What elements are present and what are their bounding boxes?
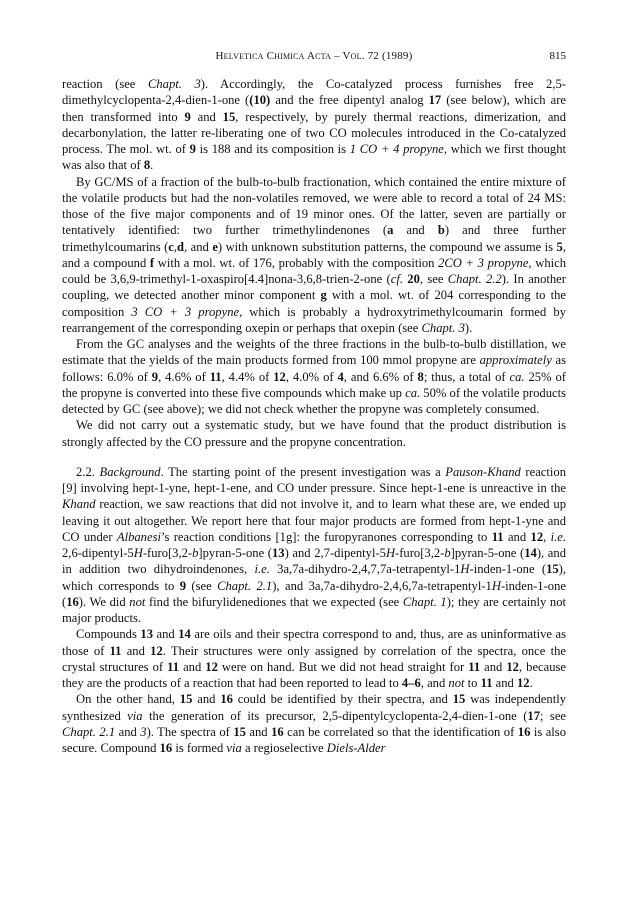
compound-ref: e bbox=[212, 239, 218, 254]
italic-run: 3 CO + 3 propyne bbox=[131, 304, 240, 319]
text-run: ]pyran-5-one ( bbox=[450, 546, 525, 560]
paragraph bbox=[62, 76, 566, 174]
compound-ref: 4–6 bbox=[401, 676, 421, 690]
text-run: ), and in addition two dihydroindenones, bbox=[62, 546, 566, 577]
compound-ref: 11 bbox=[209, 369, 222, 384]
compound-ref: 13 bbox=[272, 546, 285, 560]
italic-run: b bbox=[192, 546, 199, 560]
compound-ref: 9 bbox=[151, 369, 159, 384]
text-run: and bbox=[393, 223, 438, 238]
text-run: as follows: 6.0% of bbox=[62, 353, 566, 384]
text-run: ’s reaction conditions [1g]: the furopyranones corresponding to bbox=[160, 529, 492, 544]
text-run: From the GC analyses and the weights of the three fractions in the bulb-to-bulb distillation, we estimate that the yields of the main products formed from 100 mmol propyne are bbox=[62, 337, 566, 368]
text-run: , which we first thought was also that of bbox=[62, 142, 566, 173]
text-run: 2.2. bbox=[76, 464, 100, 479]
text-run: On the other hand, bbox=[76, 692, 180, 707]
italic-run: 1 CO + 4 propyne bbox=[349, 142, 444, 156]
text-run: reaction (see bbox=[62, 77, 148, 91]
running-header bbox=[62, 50, 566, 66]
compound-ref: 16 bbox=[271, 724, 284, 739]
italic-run: 2CO + 3 propyne bbox=[438, 255, 529, 270]
text-run: , which could be 3,6,9-trimethyl-1-oxaspiro[4.4]nona-3,6,8-trien-2-one ( bbox=[62, 255, 566, 286]
text-run: ), and 3a,7a-dihydro-2,4,6,7a-tetrapentyl-1 bbox=[272, 578, 492, 593]
italic-run: ca. bbox=[405, 385, 421, 400]
compound-ref: 16 bbox=[220, 692, 233, 707]
compound-ref: 15 bbox=[179, 692, 193, 707]
italic-run: b bbox=[444, 546, 451, 560]
text-run: could be identified by their spectra, and bbox=[232, 692, 453, 707]
text-run: , bbox=[543, 529, 551, 544]
paragraph bbox=[62, 174, 566, 337]
text-run: , respectively, by purely thermal reactions, dimerization, and decarbonylation, the latter re-liberating one of two CO molecules introduced in the Co-catalyzed process. The mol. wt. of bbox=[62, 109, 566, 156]
text-run: (see below), which are then transformed into bbox=[62, 93, 567, 124]
text-run: reaction [9] involving hept-1-yne, hept-1-ene, and CO under pressure. Since hept-1-ene is unreactive in the bbox=[62, 464, 566, 495]
text-run: can be correlated so that the identification of bbox=[283, 724, 518, 739]
text-run: 25% of the propyne is converted into these five compounds which make up bbox=[62, 369, 566, 400]
italic-run: via bbox=[127, 708, 143, 723]
text-run: the generation of its precursor, 2,5-dipentylcyclopenta-2,4-dien-1-one ( bbox=[142, 708, 528, 723]
compound-ref: 16 bbox=[66, 594, 79, 609]
compound-ref: 17 bbox=[428, 93, 442, 108]
text-run: ). In another coupling, we detected another minor component bbox=[62, 272, 566, 303]
compound-ref: 15 bbox=[546, 562, 559, 577]
italic-run: not bbox=[129, 594, 146, 609]
compound-ref: d bbox=[177, 239, 185, 254]
text-run: We did not carry out a systematic study, but we have found that the product distribution is strongly affected by the CO pressure and the propyne concentration. bbox=[62, 418, 566, 449]
compound-ref: 8 bbox=[417, 369, 424, 384]
compound-ref: 17 bbox=[527, 708, 540, 723]
text-run: 50% of the volatile products detected by GC (see above); we did not check whether the propyne was completely consumed. bbox=[62, 385, 567, 416]
text-run: . bbox=[529, 676, 533, 690]
text-run: , and bbox=[184, 239, 213, 254]
compound-ref: 9 bbox=[189, 142, 196, 156]
italic-run: Khand bbox=[62, 497, 96, 512]
italic-run: Chapt. 3 bbox=[147, 77, 201, 91]
text-run: -inden-1-one ( bbox=[62, 578, 566, 609]
compound-ref: b bbox=[437, 223, 445, 238]
text-run: Compounds bbox=[76, 627, 141, 642]
italic-run: approximately bbox=[479, 353, 552, 368]
italic-run: Chapt. 3 bbox=[421, 320, 465, 335]
text-run: , because they are the products of a reaction that had been reported to lead to bbox=[62, 659, 567, 690]
text-run: By GC/MS of a fraction of the bulb-to-bulb fractionation, which contained the entire mixture of the volatile products but had the non-volatiles removed, we were able to record a total of 24 MS: those of the five major components and of 19 minor ones. Of the latter, seven are partially or tentatively identified: two further trimethylindenones ( bbox=[62, 174, 566, 238]
article-body bbox=[62, 76, 566, 756]
paragraph bbox=[62, 336, 566, 417]
text-run: and bbox=[121, 643, 151, 658]
text-run: 2,6-dipentyl-5 bbox=[62, 546, 134, 560]
italic-run: H bbox=[385, 546, 396, 560]
italic-run: not bbox=[448, 676, 465, 690]
italic-run: i.e. bbox=[550, 529, 567, 544]
text-run: ); they are certainly not major products. bbox=[62, 594, 566, 625]
text-run: ). We did bbox=[78, 594, 130, 609]
text-run: ). The spectra of bbox=[146, 724, 234, 739]
text-run: , and 6.6% of bbox=[343, 369, 418, 384]
compound-ref: 5 bbox=[556, 239, 563, 254]
text-run: -furo[3,2- bbox=[395, 546, 445, 560]
compound-ref: 8 bbox=[143, 158, 151, 173]
text-run: ; see bbox=[539, 708, 566, 723]
compound-ref: 15 bbox=[233, 724, 246, 739]
compound-ref: f bbox=[149, 255, 155, 270]
italic-run: Diels-Alder bbox=[326, 741, 386, 755]
compound-ref: g bbox=[320, 288, 327, 303]
text-run: were on hand. But we did not head straight for bbox=[217, 659, 469, 674]
italic-run: Chapt. 2.2 bbox=[447, 272, 502, 286]
page-number: 815 bbox=[549, 50, 566, 62]
text-run: find the bifurylidenediones that we expected (see bbox=[145, 594, 403, 609]
italic-run: cf. bbox=[390, 272, 403, 286]
italic-run: Chapt. 1 bbox=[402, 594, 447, 609]
italic-run: ca. bbox=[509, 369, 525, 384]
text-run: ), which corresponds to bbox=[62, 562, 566, 593]
text-run: , bbox=[173, 239, 178, 254]
text-run: is formed bbox=[172, 741, 227, 755]
italic-run: Chapt. 2.1 bbox=[217, 578, 273, 593]
text-run: and bbox=[192, 692, 221, 707]
text-run: ) and 2,7-dipentyl-5 bbox=[284, 546, 386, 560]
text-run: with a mol. wt. of 176, probably with the composition bbox=[154, 255, 439, 270]
italic-run: Albanesi bbox=[116, 529, 161, 544]
compound-ref: 11 bbox=[480, 676, 493, 690]
text-run: -inden-1-one ( bbox=[469, 562, 547, 577]
italic-run: H bbox=[133, 546, 143, 560]
italic-run: via bbox=[226, 741, 242, 755]
paragraph bbox=[62, 417, 566, 450]
text-run: and bbox=[480, 659, 507, 674]
italic-run: 3 bbox=[140, 724, 147, 739]
text-run: ). Accordingly, the Co-catalyzed process furnishes free 2,5-dimethylcyclopenta-2,4-dien-1-one ( bbox=[62, 77, 566, 108]
text-run: ; thus, a total of bbox=[423, 369, 510, 384]
compound-ref: 16 bbox=[159, 741, 173, 755]
italic-run: Pauson-Khand bbox=[445, 464, 521, 479]
compound-ref: 12 bbox=[517, 676, 530, 690]
compound-ref: 11 bbox=[109, 643, 122, 658]
compound-ref: 16 bbox=[517, 724, 531, 739]
compound-ref: 11 bbox=[167, 659, 180, 674]
compound-ref: 9 bbox=[179, 578, 186, 593]
italic-run: Chapt. 2.1 bbox=[62, 724, 116, 739]
compound-ref: 12 bbox=[273, 369, 286, 384]
text-run: reaction, we saw reactions that did not involve it, and to learn what these are, we ended up leaving it out altogether. We report here that four major products are formed from hept-1-yne and CO under bbox=[62, 497, 566, 544]
compound-ref: 12 bbox=[506, 659, 519, 674]
text-run: was independently synthesized bbox=[62, 692, 566, 723]
text-run: and bbox=[179, 659, 206, 674]
text-run: and bbox=[190, 109, 223, 124]
italic-run: H bbox=[491, 578, 501, 593]
text-run: -furo[3,2- bbox=[142, 546, 193, 560]
text-run: . Their structures were only assigned by correlation of the spectra, once the crystal structures of bbox=[62, 643, 566, 674]
compound-ref: 9 bbox=[184, 109, 191, 124]
paragraph bbox=[62, 626, 566, 691]
text-run: , 4.0% of bbox=[285, 369, 338, 384]
compound-ref: 14 bbox=[524, 546, 537, 560]
compound-ref: 13 bbox=[140, 627, 153, 642]
italic-run: Background bbox=[99, 464, 161, 479]
compound-ref: 11 bbox=[468, 659, 481, 674]
text-run: and bbox=[503, 529, 531, 544]
journal-title: Helvetica Chimica Acta – Vol. 72 (1989) bbox=[215, 50, 413, 62]
compound-ref: 11 bbox=[491, 529, 504, 544]
text-run: ) with unknown substitution patterns, the compound we assume is bbox=[217, 239, 557, 254]
text-run: is also secure. Compound bbox=[62, 724, 566, 755]
text-run: and bbox=[492, 676, 517, 690]
text-run: , and a compound bbox=[62, 239, 566, 270]
compound-ref: 4 bbox=[337, 369, 344, 384]
text-run: and bbox=[153, 627, 179, 642]
compound-ref: 12 bbox=[530, 529, 544, 544]
text-run: (see bbox=[185, 578, 218, 593]
compound-ref: 15 bbox=[222, 109, 236, 124]
paragraph bbox=[62, 691, 566, 756]
text-run: ). bbox=[464, 320, 473, 335]
text-run: to bbox=[464, 676, 481, 690]
text-run: ) and three further trimethylcoumarins ( bbox=[62, 223, 566, 254]
text-run: , and bbox=[420, 676, 449, 690]
text-run: is 188 and its composition is bbox=[195, 142, 350, 156]
compound-ref: (10) bbox=[249, 93, 271, 108]
text-run: , see bbox=[419, 272, 448, 286]
text-run: , 4.6% of bbox=[158, 369, 210, 384]
section-paragraph-background bbox=[62, 464, 566, 627]
italic-run: i.e. bbox=[254, 562, 270, 577]
compound-ref: 12 bbox=[150, 643, 163, 658]
compound-ref: 20 bbox=[407, 272, 420, 286]
compound-ref: a bbox=[387, 223, 394, 238]
text-run: . The starting point of the present investigation was a bbox=[160, 464, 446, 479]
compound-ref: 15 bbox=[452, 692, 466, 707]
text-run: . bbox=[150, 158, 154, 173]
text-run: are oils and their spectra correspond to and, thus, are as uninformative as those of bbox=[62, 627, 567, 658]
compound-ref: c bbox=[168, 239, 174, 254]
text-run: a regioselective bbox=[241, 741, 327, 755]
text-run: , 4.4% of bbox=[221, 369, 274, 384]
text-run: 3a,7a-dihydro-2,4,7,7a-tetrapentyl-1 bbox=[269, 562, 461, 577]
italic-run: H bbox=[460, 562, 470, 577]
text-run: and the free dipentyl analog bbox=[270, 93, 429, 108]
text-run: ]pyran-5-one ( bbox=[198, 546, 272, 560]
text-run: with a mol. wt. of 204 corresponding to the composition bbox=[62, 288, 566, 319]
text-run: and bbox=[245, 724, 272, 739]
compound-ref: 14 bbox=[178, 627, 191, 642]
text-run: and bbox=[115, 724, 141, 739]
text-run: , which is probably a hydroxytrimethylcoumarin formed by rearrangement of the corresponding oxepin or perhaps that oxepin (see bbox=[62, 304, 566, 335]
compound-ref: 12 bbox=[205, 659, 218, 674]
